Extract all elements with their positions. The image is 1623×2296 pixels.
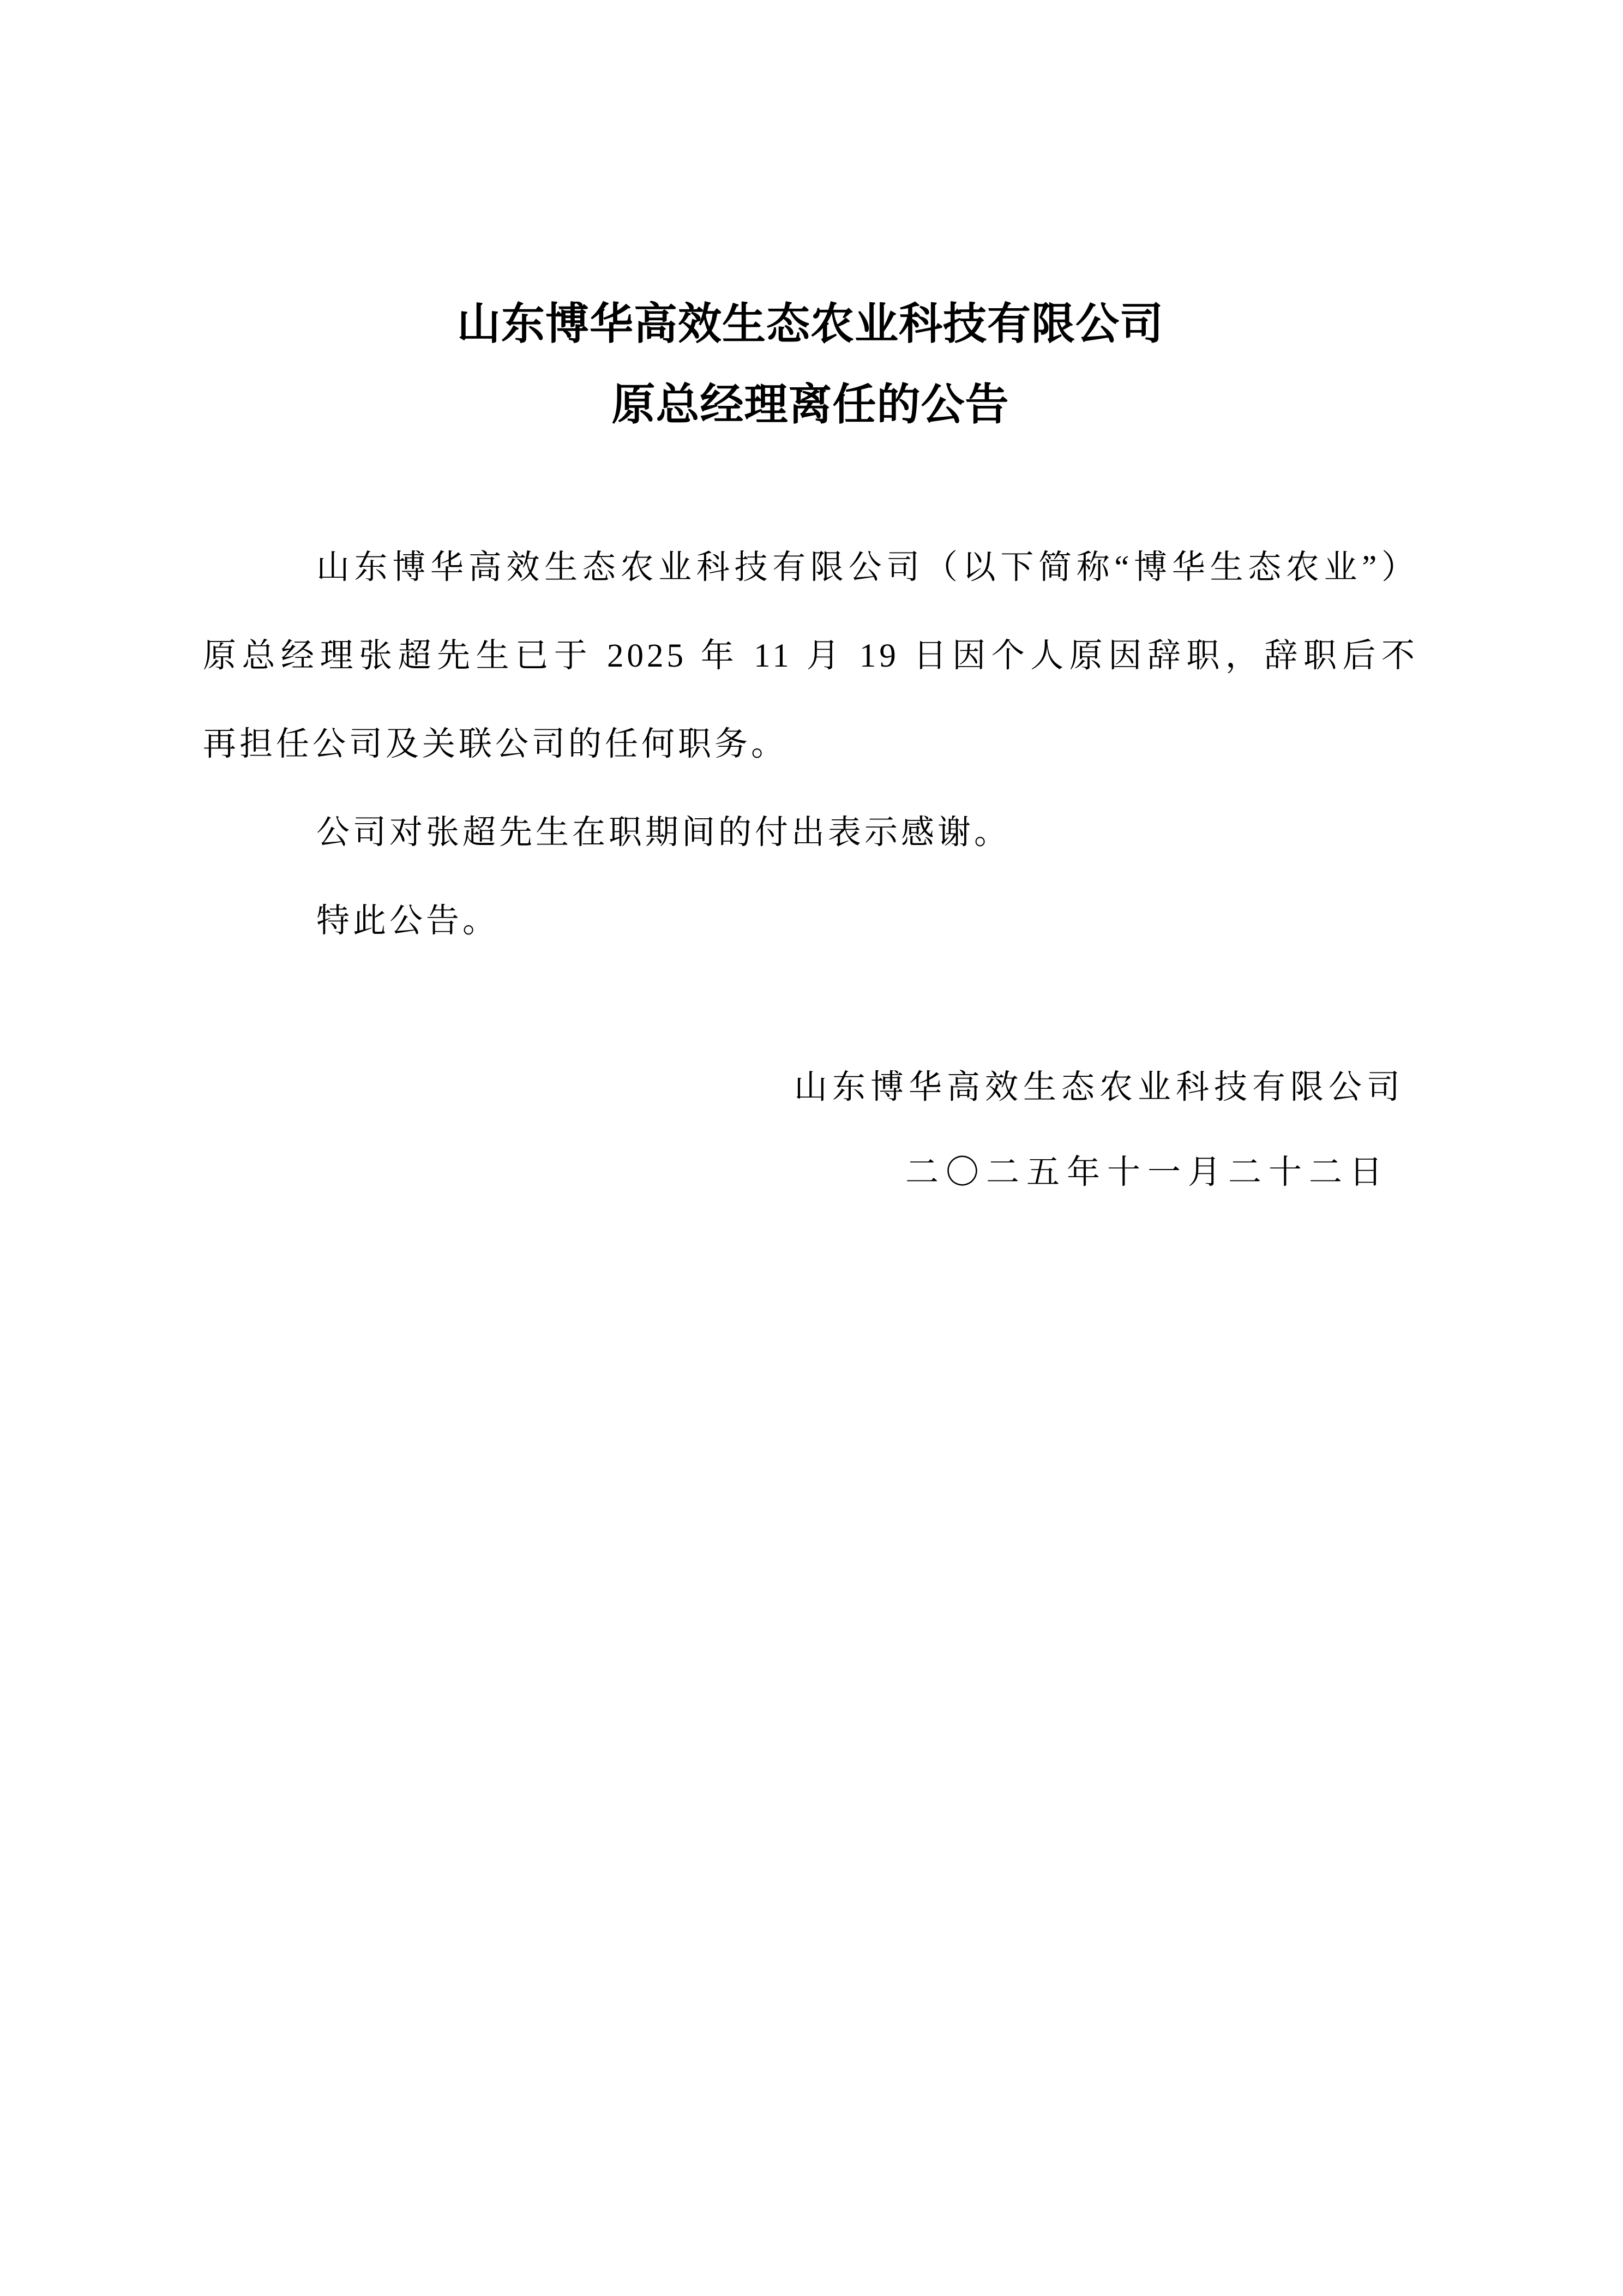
signature-date: 二〇二五年十一月二十二日 [905,1154,1390,1191]
paragraph2-thanks-line: 公司对张超先生在职期间的付出表示感谢。 [316,814,1011,851]
paragraph1-line3: 再担任公司及关联公司的任何职务。 [203,726,788,763]
document-body [203,524,1418,966]
paragraph1-line1: 山东博华高效生态农业科技有限公司（以下简称“博华生态农业”） [316,549,1418,586]
document-title-company-line: 山东博华高效生态农业科技有限公司 [457,299,1164,348]
signature-block [203,1045,1418,1215]
page-content [203,0,1418,1215]
signature-company-name: 山东博华高效生态农业科技有限公司 [794,1069,1405,1106]
document-title-subject-line: 原总经理离任的公告 [611,380,1009,429]
paragraph3-hereby-announced-line: 特此公告。 [316,903,500,939]
paragraph1-line2: 原总经理张超先生已于 2025 年 11 月 19 日因个人原因辞职，辞职后不 [203,638,1418,674]
